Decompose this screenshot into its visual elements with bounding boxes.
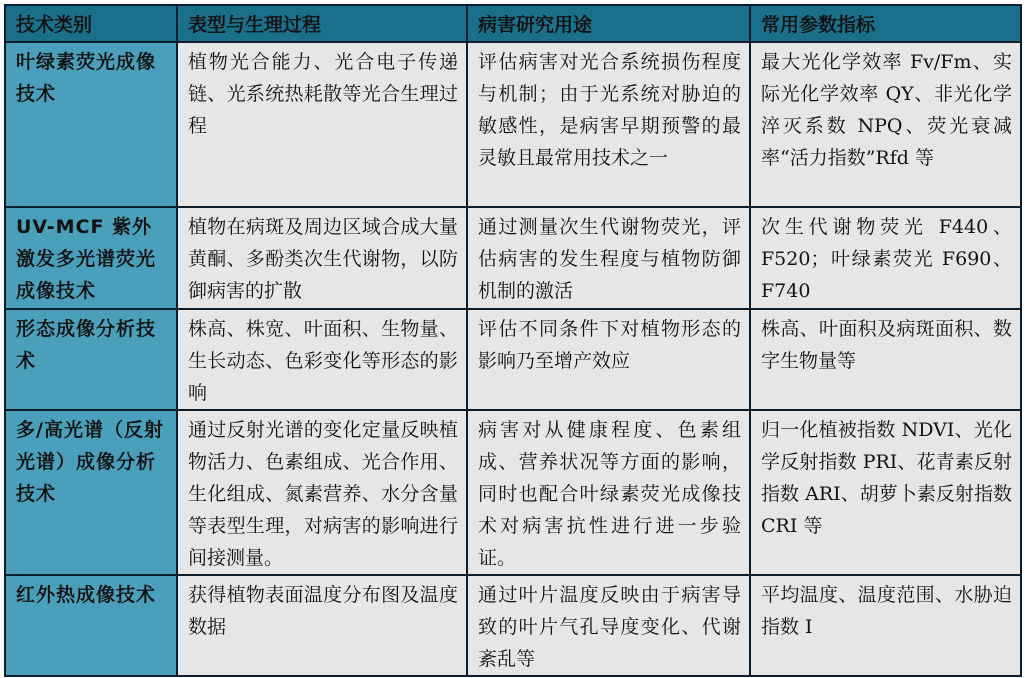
phenotype-cell: 植物在病斑及周边区域合成大量黄酮、多酚类次生代谢物，以防御病害的扩散	[177, 207, 467, 309]
category-cell: 红外热成像技术	[5, 575, 177, 676]
usage-cell: 评估不同条件下对植物形态的影响乃至增产效应	[467, 309, 750, 410]
phenotype-cell: 株高、株宽、叶面积、生物量、生长动态、色彩变化等形态的影响	[177, 309, 467, 410]
phenotype-cell: 通过反射光谱的变化定量反映植物活力、色素组成、光合作用、生化组成、氮素营养、水分含量等表型生理，对病害的影响进行间接测量。	[177, 410, 467, 575]
table-row	[5, 575, 1021, 676]
usage-cell: 病害对从健康程度、色素组成、营养状况等方面的影响，同时也配合叶绿素荧光成像技术对病害抗性进行进一步验证。	[467, 410, 750, 575]
params-cell: 平均温度、温度范围、水胁迫指数 I	[750, 575, 1021, 676]
header-phenotype: 表型与生理过程	[177, 5, 467, 42]
category-cell: 叶绿素荧光成像技术	[5, 42, 177, 207]
phenotype-cell: 植物光合能力、光合电子传递链、光系统热耗散等光合生理过程	[177, 42, 467, 207]
usage-cell: 评估病害对光合系统损伤程度与机制；由于光系统对胁迫的敏感性，是病害早期预警的最灵敏且最常用技术之一	[467, 42, 750, 207]
header-category: 技术类别	[5, 5, 177, 42]
usage-cell: 通过叶片温度反映由于病害导致的叶片气孔导度变化、代谢紊乱等	[467, 575, 750, 676]
table-row	[5, 410, 1021, 575]
usage-cell: 通过测量次生代谢物荧光，评估病害的发生程度与植物防御机制的激活	[467, 207, 750, 309]
category-cell: 多/高光谱（反射光谱）成像分析技术	[5, 410, 177, 575]
phenotype-cell: 获得植物表面温度分布图及温度数据	[177, 575, 467, 676]
table-row	[5, 309, 1021, 410]
category-cell: 形态成像分析技术	[5, 309, 177, 410]
technique-table	[4, 4, 1022, 677]
table-row	[5, 42, 1021, 207]
params-cell: 株高、叶面积及病斑面积、数字生物量等	[750, 309, 1021, 410]
header-row	[5, 5, 1021, 42]
params-cell: 最大光化学效率 Fv/Fm、实际光化学效率 QY、非光化学淬灭系数 NPQ、荧光衰减率“活力指数”Rfd 等	[750, 42, 1021, 207]
params-cell: 次生代谢物荧光 F440、F520；叶绿素荧光 F690、F740	[750, 207, 1021, 309]
params-cell: 归一化植被指数 NDVI、光化学反射指数 PRI、花青素反射指数 ARI、胡萝卜素反射指数 CRI 等	[750, 410, 1021, 575]
header-params: 常用参数指标	[750, 5, 1021, 42]
table-row	[5, 207, 1021, 309]
header-usage: 病害研究用途	[467, 5, 750, 42]
category-cell: UV-MCF 紫外激发多光谱荧光成像技术	[5, 207, 177, 309]
